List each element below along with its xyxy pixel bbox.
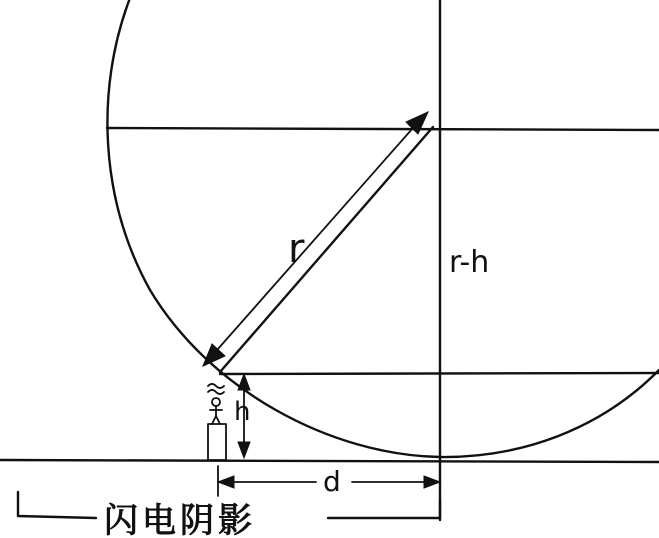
ground-line — [0, 460, 659, 462]
person-figure — [208, 384, 224, 424]
radius-line — [220, 127, 433, 372]
height-label: h — [234, 397, 251, 427]
tower — [208, 424, 226, 460]
radius-label: r — [288, 226, 305, 272]
distance-label: d — [323, 465, 341, 498]
distance-arrowhead-right — [424, 476, 440, 488]
shadow-caption: 闪电阴影 — [104, 501, 256, 538]
height-arrowhead-bottom — [238, 442, 250, 458]
center-horizontal-line — [107, 128, 659, 130]
radius-arrowhead-bottom — [203, 344, 225, 366]
shadow-bracket-left — [18, 492, 96, 518]
radius-minus-height-label: r-h — [449, 245, 490, 280]
distance-arrowhead-left — [218, 476, 234, 488]
strike-circle-arc — [107, 0, 659, 457]
height-arrowhead-top — [238, 374, 250, 390]
radius-dimension-line — [210, 120, 420, 358]
shadow-bracket-right — [328, 500, 440, 518]
height-horizontal-line — [220, 373, 659, 374]
radius-arrowhead-top — [406, 112, 428, 134]
